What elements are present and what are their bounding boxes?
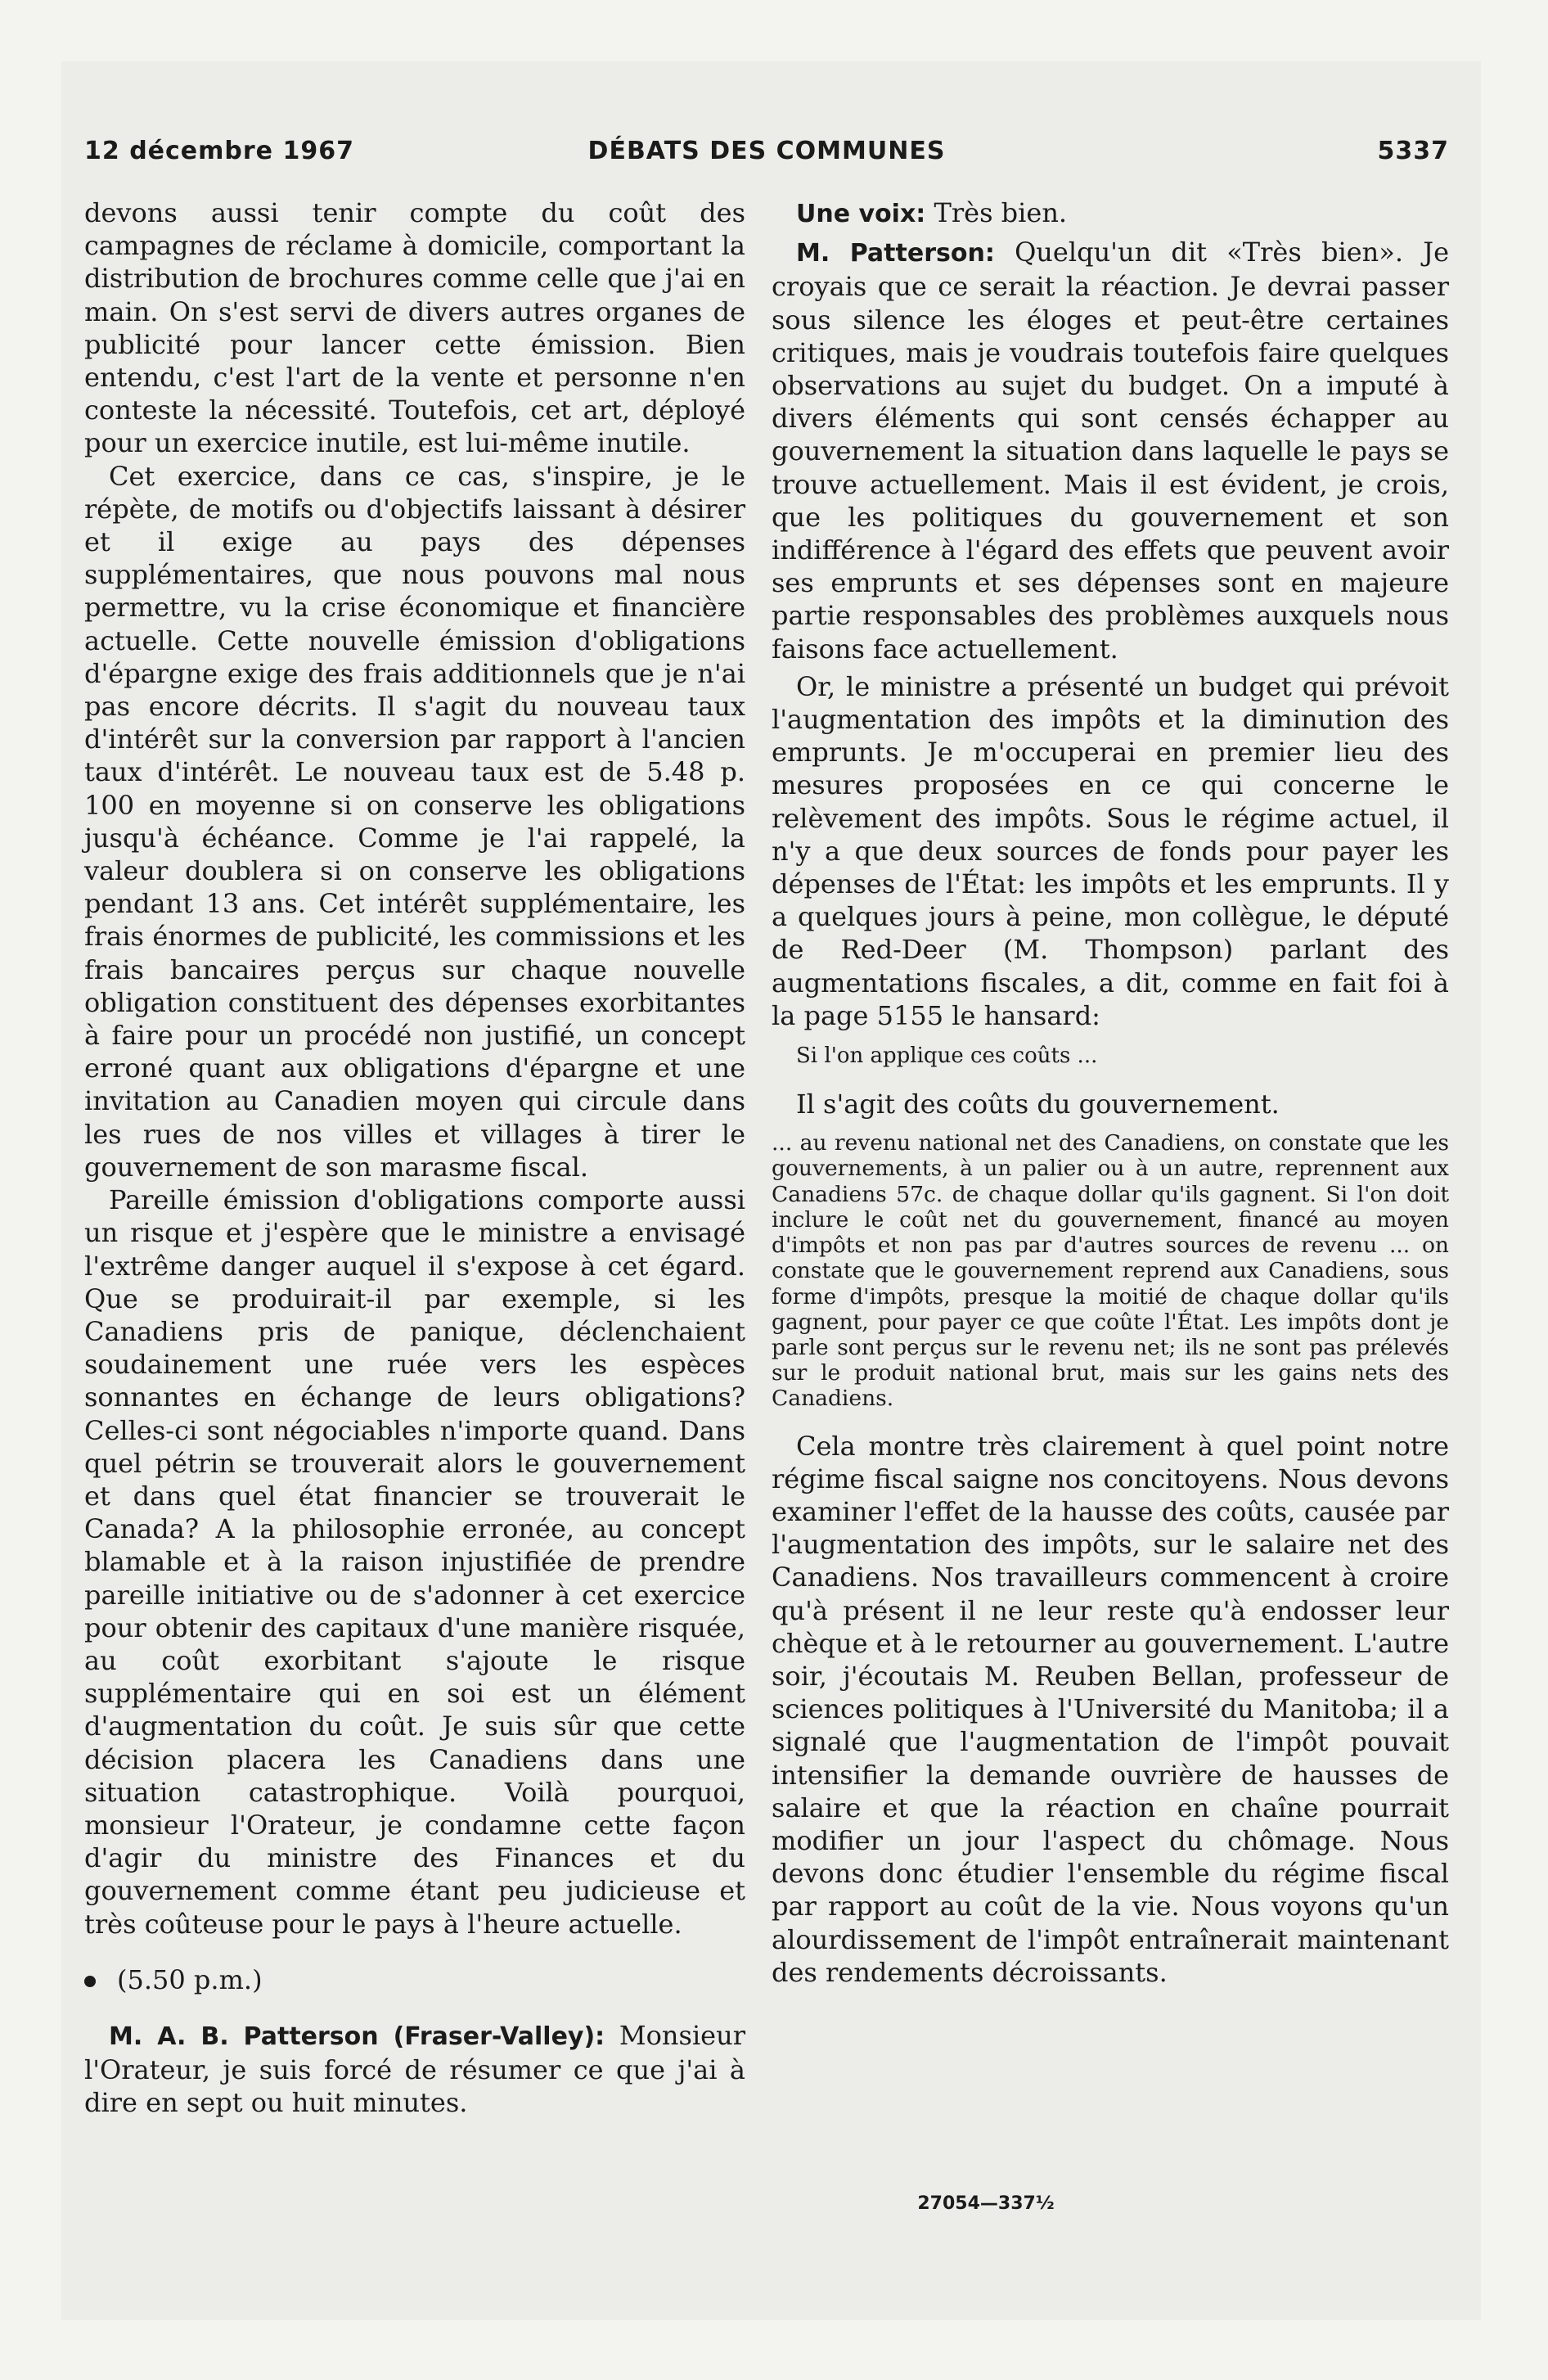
header-page-number: 5337 [1377,137,1449,165]
paragraph: devons aussi tenir compte du coût des campagnes de réclame à domicile, comportant la distribution de brochures comme celle que j'ai en main. On s'est servi de divers autres organes de publicité pour lancer cette émission. Bien entendu, c'est l'art de la vente et personne n'en conteste la nécessité. Toutefois, cet art, déployé pour un exercice inutile, est lui-même inutile. [84,197,745,459]
time-marker [84,1963,745,1996]
header-title: DÉBATS DES COMMUNES [587,137,946,165]
header-date: 12 décembre 1967 [84,137,354,165]
hansard-quote-short: Si l'on applique ces coûts ... [796,1044,1098,1069]
speech-text: Quelqu'un dit «Très bien». Je croyais que ce serait la réaction. Je devrai passer sous silence les éloges et peut-être certaines critiques, mais je voudrais toutefois faire quelques observations au sujet du budget. On a imputé à divers éléments qui sont censés échapper au gouvernement la situation dans laquelle le pays se trouve actuellement. Mais il est évident, je crois, que les politiques du gouvernement et son indifférence à l'égard des effets que peuvent avoir ses emprunts et ses dépenses sont en majeure partie responsables des problèmes auxquels nous faisons face actuellement. [772,237,1450,665]
paragraph: Cet exercice, dans ce cas, s'inspire, je le répète, de motifs ou d'objectifs laissant à désirer et il exige au pays des dépenses supplémentaires, que nous pouvons mal nous permettre, vu la crise économique et financière actuelle. Cette nouvelle émission d'obligations d'épargne exige des frais additionnels que je n'ai pas encore décrits. Il s'agit du nouveau taux d'intérêt sur la conversion par rapport à l'ancien taux d'intérêt. Le nouveau taux est de 5.48 p. 100 en moyenne si on conserve les obligations jusqu'à échéance. Comme je l'ai rappelé, la valeur doublera si on conserve les obligations pendant 13 ans. Cet intérêt supplémentaire, les frais énormes de publicité, les commissions et les frais bancaires perçus sur chaque nouvelle obligation constituent des dépenses exorbitantes à faire pour un procédé non justifié, un concept erroné quant aux obligations d'épargne et une invitation au Canadien moyen qui circule dans les rues de nos villes et villages à tirer le gouvernement de son marasme fiscal. [84,460,745,1183]
interjection [772,196,1449,231]
left-column [84,196,745,2120]
speaker-name: M. A. B. Patterson (Fraser-Valley): [109,2022,605,2051]
bullet-icon [84,1976,96,1987]
paragraph: Il s'agit des coûts du gouvernement. [796,1089,1280,1120]
time-marker-text: (5.50 p.m.) [117,1963,263,1995]
hansard-quote-long: ... au revenu national net des Canadiens, on constate que les gouvernements, à un palier ou à un autre, reprennent aux Canadiens 57c. de chaque dollar qu'ils gagnent. Si l'on doit inclure le coût net du gouvernement, financé au moyen d'impôts et non pas par d'autres sources de revenu ... on constate que le gouvernement reprend aux Canadiens, sous forme d'impôts, presque la moitié de chaque dollar qu'ils gagnent, pour payer ce que coûte l'État. Les impôts dont je parle sont perçus sur le revenu net; ils ne sont pas prélevés sur le produit national brut, mais sur les gains nets des Canadiens. [772,1130,1449,1412]
speaker-name: M. Patterson: [796,239,995,268]
speech-text: Monsieur l'Orateur, je suis forcé de résumer ce que j'ai à dire en sept ou huit minutes. [84,2019,746,2119]
paragraph: Pareille émission d'obligations comporte aussi un risque et j'espère que le ministre a envisagé l'extrême danger auquel il s'expose à cet égard. Que se produirait-il par exemple, si les Canadiens pris de panique, déclenchaient soudainement une ruée vers les espèces sonnantes en échange de leurs obligations? Celles-ci sont négociables n'importe quand. Dans quel pétrin se trouverait alors le gouvernement et dans quel état financier se trouverait le Canada? A la philosophie erronée, au concept blamable et à la raison injustifiée de prendre pareille initiative ou de s'adonner à cet exercice pour obtenir des capitaux d'une manière risquée, au coût exorbitant s'ajoute le risque supplémentaire qui en soi est un élément d'augmentation du coût. Je suis sûr que cette décision placera les Canadiens dans une situation catastrophique. Voilà pourquoi, monsieur l'Orateur, je condamne cette façon d'agir du ministre des Finances et du gouvernement comme étant peu judicieuse et très coûteuse pour le pays à l'heure actuelle. [84,1184,745,1940]
right-column [772,196,1449,1989]
paragraph: Cela montre très clairement à quel point notre régime fiscal saigne nos concitoyens. Nous devons examiner l'effet de la hausse des coûts, causée par l'augmentation des impôts, sur le salaire net des Canadiens. Nos travailleurs commencent à croire qu'à présent il ne leur reste qu'à endosser leur chèque et à le retourner au gouvernement. L'autre soir, j'écoutais M. Reuben Bellan, professeur de sciences politiques à l'Université du Manitoba; il a signalé que l'augmentation de l'impôt pouvait intensifier la demande ouvrière de hausses de salaire et que la réaction en chaîne pourrait modifier un jour l'aspect du chômage. Nous devons donc étudier l'ensemble du régime fiscal par rapport au coût de la vie. Nous voyons qu'un alourdissement de l'impôt entraînerait maintenant des rendements décroissants. [772,1430,1449,1988]
speech-paragraph [84,2019,745,2120]
speaker-name: Une voix: [796,200,926,228]
page-footer-code: 27054—337½ [917,2193,1055,2214]
paragraph: Or, le ministre a présenté un budget qui prévoit l'augmentation des impôts et la diminution des emprunts. Je m'occuperai en premier lieu des mesures proposées en ce qui concerne le relèvement des impôts. Sous le régime actuel, il n'y a que deux sources de fonds pour payer les dépenses de l'État: les impôts et les emprunts. Il y a quelques jours à peine, mon collègue, le député de Red-Deer (M. Thompson) parlant des augmentations fiscales, a dit, comme en fait foi à la page 5155 le hansard: [772,670,1449,1031]
interjection-text: Très bien. [934,197,1068,228]
speech-paragraph [772,236,1449,665]
